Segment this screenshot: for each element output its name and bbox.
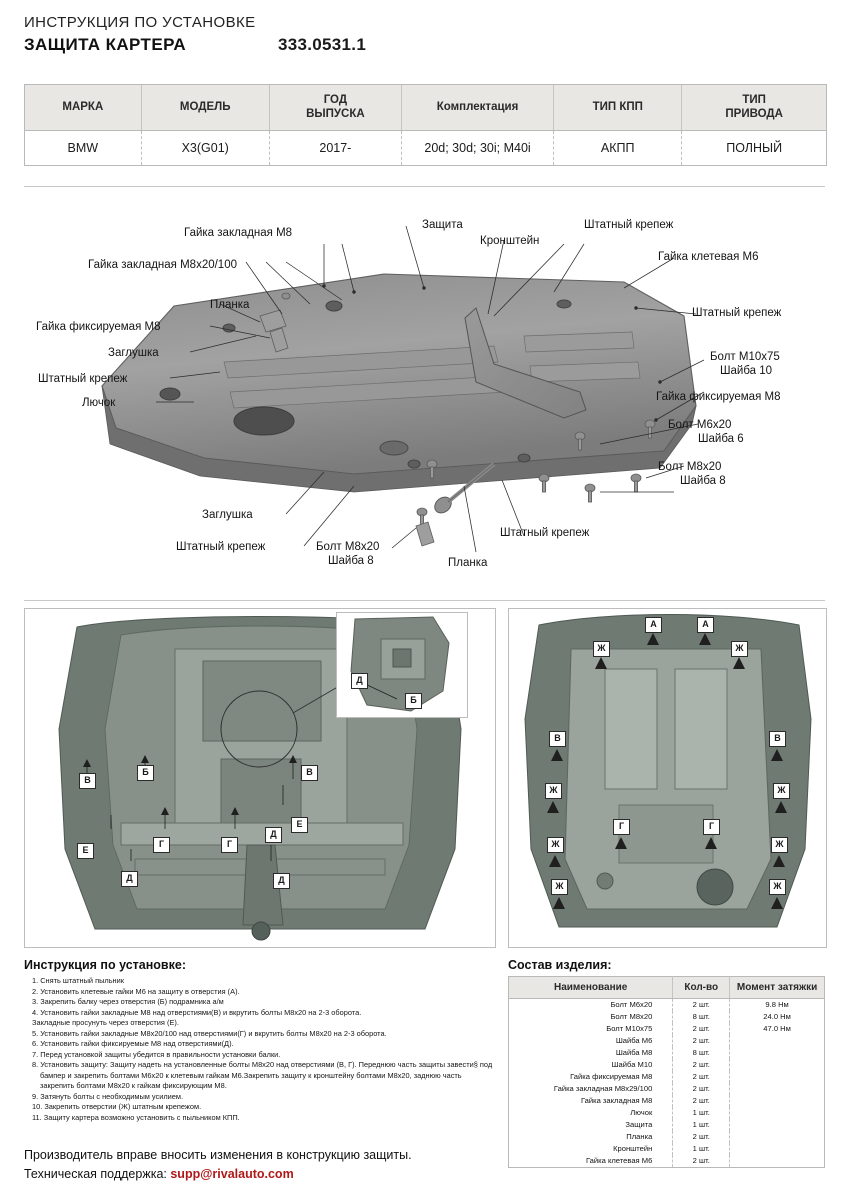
bom-cell-torque [730, 1107, 825, 1119]
bom-row [509, 1011, 825, 1023]
support-email[interactable]: supp@rivalauto.com [170, 1167, 294, 1181]
label-fixed-nut-m8-right: Гайка фиксируемая M8 [656, 391, 781, 403]
callout-right-4: В [549, 731, 566, 747]
document-header [24, 14, 824, 55]
bom-cell-name: Болт M10x75 [509, 1023, 673, 1035]
detail-inset-photo [336, 612, 468, 718]
label-plug-top: Заглушка [108, 347, 159, 359]
label-standard-fastener-top: Штатный крепеж [584, 219, 674, 231]
bom-cell-qty: 2 шт. [673, 1059, 730, 1071]
bom-cell-qty: 2 шт. [673, 1095, 730, 1107]
bom-row [509, 1131, 825, 1143]
bom-cell-name: Гайка фиксируемая М8 [509, 1071, 673, 1083]
label-standard-fastener-left: Штатный крепеж [38, 373, 128, 385]
cell-trim: 20d; 30d; 30i; M40i [401, 130, 553, 165]
callout-right-13: Ж [769, 879, 786, 895]
callout-right-0: А [645, 617, 662, 633]
bom-row [509, 1107, 825, 1119]
inset-graphic [337, 613, 467, 717]
bom-cell-name: Кронштейн [509, 1143, 673, 1155]
bom-row [509, 1083, 825, 1095]
bom-cell-qty: 2 шт. [673, 1131, 730, 1143]
document-footer [24, 1148, 825, 1181]
instruction-item: 2. Установить клетевые гайки M6 на защиту в отверстия (А). [32, 986, 240, 996]
bom-cell-qty: 2 шт. [673, 1155, 730, 1168]
callout-left-0: В [79, 773, 96, 789]
disclaimer-text: Производитель вправе вносить изменения в конструкцию защиты. [24, 1148, 412, 1162]
callout-right-6: Ж [545, 783, 562, 799]
label-fixed-nut-m8-left: Гайка фиксируемая M8 [36, 321, 161, 333]
bom-table [508, 976, 825, 1168]
instruction-item: 9. Затянуть болты с необходимым усилием. [32, 1091, 184, 1101]
bom-cell-torque [730, 1035, 825, 1047]
bom-cell-torque [730, 1131, 825, 1143]
bom-col-qty: Кол-во [673, 977, 730, 999]
callout-left-2: В [301, 765, 318, 781]
callout-inset-0: Б [405, 693, 422, 709]
bom-row [509, 1023, 825, 1035]
bom-cell-torque: 24.0 Нм [763, 1012, 791, 1022]
callout-left-4: Е [77, 843, 94, 859]
label-bracket: Кронштейн [480, 235, 540, 247]
callout-right-11: Г [703, 819, 720, 835]
bom-title: Состав изделия: [508, 958, 612, 972]
callout-left-3: Д [265, 827, 282, 843]
instruction-item: 8. Установить защиту: Защиту надеть на установленные болты M8x20 над отверстиями (В, Г). Переднюю часть защиты завести§ под бампер и закрепить болтами M6x20 к клетевым гайкам M6.Закрепить защиту к кронштейну болтами M8x20, заднюю часть закрепить болтами M8x20 к гайкам фиксирующим M8. [32, 1060, 493, 1091]
bom-cell-qty: 8 шт. [673, 1011, 730, 1023]
col-model: МОДЕЛЬ [141, 85, 269, 130]
callout-inset-1: Д [351, 673, 368, 689]
cell-transmission: АКПП [554, 130, 682, 165]
bom-cell-name: Защита [509, 1119, 673, 1131]
callout-left-10: Д [121, 871, 138, 887]
bom-cell-qty: 2 шт. [673, 1071, 730, 1083]
label-embedded-nut-m8x20-100: Гайка закладная M8x20/100 [88, 259, 237, 271]
label-bolt-m10x75: Болт M10x75 Шайба 10 [710, 351, 780, 378]
instructions-title: Инструкция по установке: [24, 958, 186, 972]
label-embedded-nut-m8: Гайка закладная M8 [184, 227, 293, 239]
bom-cell-name: Шайба М6 [509, 1035, 673, 1047]
bom-cell-torque [730, 1059, 825, 1071]
instruction-item: 4. Установить гайки закладные M8 над отверстиями(В) и вкрутить болты M8x20 на 2-3 оборота. [32, 1007, 362, 1017]
bom-cell-name: Шайба М10 [509, 1059, 673, 1071]
callout-left-1: Б [137, 765, 154, 781]
callout-right-9: Ж [771, 837, 788, 853]
col-year: ГОД ВЫПУСКА [269, 85, 401, 130]
bom-body [509, 999, 825, 1168]
cell-year: 2017- [269, 130, 401, 165]
bom-cell-torque [730, 1095, 825, 1107]
bom-cell-qty: 1 шт. [673, 1143, 730, 1155]
table-row [25, 130, 826, 165]
bom-cell-name: Гайка клетевая М6 [509, 1155, 673, 1168]
bom-row [509, 1119, 825, 1131]
bom-row [509, 1047, 825, 1059]
callout-right-8: Ж [547, 837, 564, 853]
instruction-item: 11. Защиту картера возможно установить с пыльником КПП. [32, 1112, 240, 1122]
callout-left-5: Г [153, 837, 170, 853]
page-title: ЗАЩИТА КАРТЕРА [24, 35, 186, 54]
label-standard-fastener-bottom-right: Штатный крепеж [500, 527, 590, 539]
cell-model: X3(G01) [141, 130, 269, 165]
col-drive: ТИП ПРИВОДА [682, 85, 826, 130]
bom-row [509, 1071, 825, 1083]
installed-graphic-right [509, 609, 826, 947]
bom-cell-qty: 2 шт. [673, 1035, 730, 1047]
bom-cell-qty: 1 шт. [673, 1107, 730, 1119]
instruction-item: 1. Снять штатный пыльник [32, 976, 124, 985]
bom-cell-name: Гайка закладная М8 [509, 1095, 673, 1107]
bom-col-name: Наименование [509, 977, 673, 999]
bom-cell-qty: 2 шт. [673, 1083, 730, 1095]
label-standard-fastener-bottom-left: Штатный крепеж [176, 541, 266, 553]
instruction-item: 5. Установить гайки закладные M8x20/100 над отверстиями(Г) и вкрутить болты M8x20 на 2-3 оборота. [32, 1028, 387, 1038]
bom-row [509, 999, 825, 1012]
instruction-item: 6. Установить гайки фиксируемые M8 над отверстиями(Д). [32, 1039, 234, 1049]
label-bolt-m8x20-right: Болт M8x20 Шайба 8 [658, 461, 726, 488]
bom-cell-qty: 1 шт. [673, 1119, 730, 1131]
callout-right-12: Ж [551, 879, 568, 895]
bom-cell-qty: 8 шт. [673, 1047, 730, 1059]
installed-plate-photo-right [508, 608, 827, 948]
bom-header-row [509, 977, 825, 999]
installation-instructions [24, 958, 494, 1123]
label-skid-plate: Защита [422, 219, 463, 231]
label-standard-fastener-right: Штатный крепеж [692, 307, 782, 319]
bom-cell-name: Гайка закладная M8x29/100 [509, 1083, 673, 1095]
cell-brand: BMW [25, 130, 141, 165]
cell-drive: ПОЛНЫЙ [726, 140, 783, 155]
bom-cell-name: Шайба М8 [509, 1047, 673, 1059]
instruction-item: Закладные просунуть через отверстия (Е). [32, 1018, 179, 1028]
bom-cell-name: Планка [509, 1131, 673, 1143]
instruction-item: 10. Закрепить отверстии (Ж) штатным крепежом. [32, 1102, 202, 1112]
label-cage-nut-m6: Гайка клетевая M6 [658, 251, 759, 263]
bom-col-torque: Момент затяжки [730, 977, 825, 999]
bom-cell-name: Болт M8x20 [509, 1011, 673, 1023]
bom-cell-torque [730, 1083, 825, 1095]
callout-right-1: А [697, 617, 714, 633]
bom-cell-name: Лючок [509, 1107, 673, 1119]
bom-cell-qty: 2 шт. [673, 999, 730, 1012]
label-plank-top: Планка [210, 299, 250, 311]
col-transmission: ТИП КПП [554, 85, 682, 130]
bom-row [509, 1059, 825, 1071]
callout-right-3: Ж [731, 641, 748, 657]
support-label: Техническая поддержка: [24, 1167, 167, 1181]
bom-cell-torque: 9.8 Нм [765, 1000, 789, 1009]
bom-cell-torque: 47.0 Нм [763, 1024, 791, 1034]
vehicle-spec-table [24, 84, 827, 166]
label-bolt-m8x20-bottom: Болт M8x20 Шайба 8 [316, 541, 380, 568]
bill-of-materials [508, 958, 825, 1168]
label-hatch: Лючок [82, 397, 116, 409]
instructions-list [24, 976, 494, 1123]
support-line [24, 1167, 825, 1181]
callout-left-7: Е [291, 817, 308, 833]
table-header-row [25, 85, 826, 130]
callout-right-10: Г [613, 819, 630, 835]
bom-row [509, 1095, 825, 1107]
instruction-item: 3. Закрепить балку через отверстия (Б) подрамника а/м [32, 997, 224, 1007]
callout-right-5: В [769, 731, 786, 747]
bom-cell-torque [730, 1071, 825, 1083]
bom-row [509, 1035, 825, 1047]
bom-cell-name: Болт M6x20 [509, 999, 673, 1012]
callout-left-8: Д [273, 873, 290, 889]
bom-cell-torque [730, 1047, 825, 1059]
label-plank-bottom: Планка [448, 557, 488, 569]
divider-top [24, 186, 825, 187]
header-subtitle: ИНСТРУКЦИЯ ПО УСТАНОВКЕ [24, 14, 256, 31]
bom-cell-qty: 2 шт. [673, 1023, 730, 1035]
bom-cell-torque [730, 1119, 825, 1131]
divider-mid [24, 600, 825, 601]
col-brand: МАРКА [25, 85, 141, 130]
product-code: 333.0531.1 [278, 35, 367, 54]
col-trim: Комплектация [401, 85, 553, 130]
label-plug-bottom: Заглушка [202, 509, 253, 521]
callout-right-7: Ж [773, 783, 790, 799]
instruction-item: 7. Перед установкой защиты убедится в правильности установки балки. [32, 1049, 281, 1059]
label-bolt-m6x20: Болт M6x20 Шайба 6 [668, 419, 744, 446]
exploded-diagram [24, 196, 825, 596]
callout-right-2: Ж [593, 641, 610, 657]
callout-left-6: Г [221, 837, 238, 853]
